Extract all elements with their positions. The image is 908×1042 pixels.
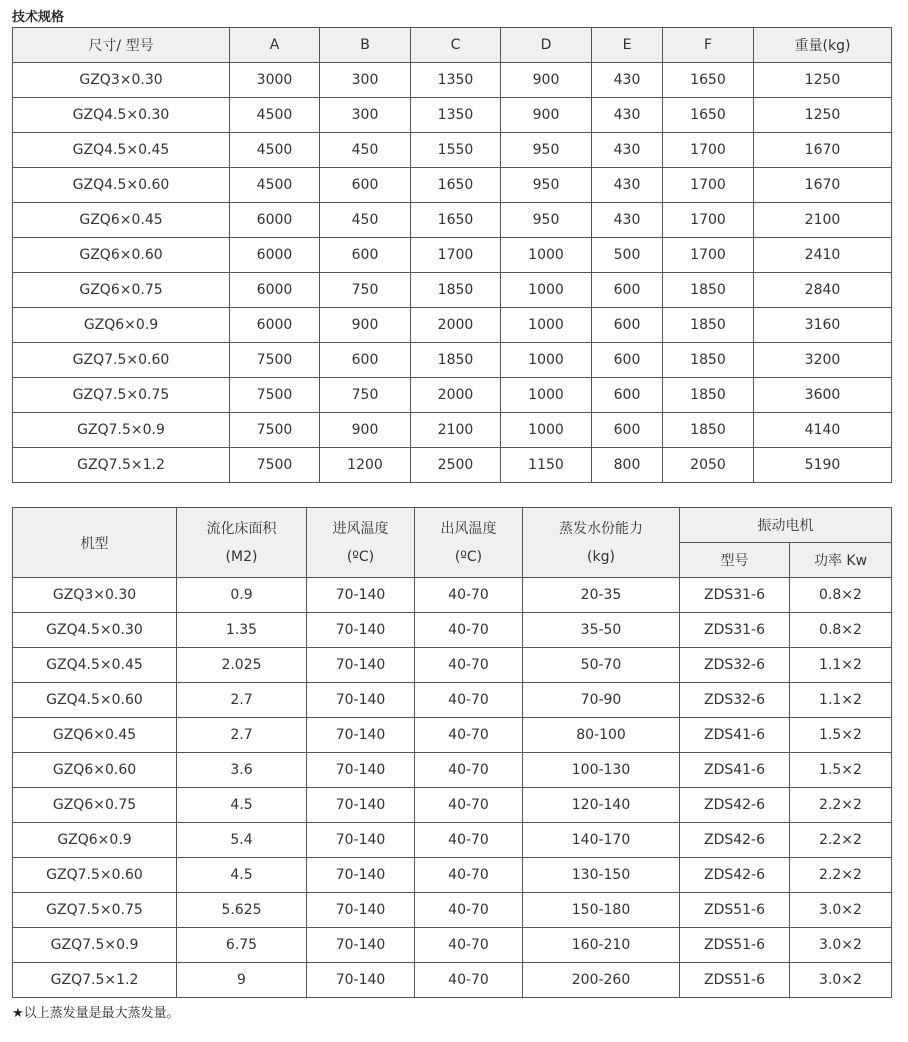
table-cell: GZQ3×0.30: [13, 63, 230, 98]
table-cell: 1200: [320, 448, 411, 483]
table-cell: 430: [592, 168, 663, 203]
table-row: [13, 858, 892, 893]
table-row: [13, 378, 892, 413]
table-cell: 3200: [754, 343, 892, 378]
table-cell: 1250: [754, 63, 892, 98]
table-row: [13, 893, 892, 928]
table-cell: 1000: [501, 273, 592, 308]
table-cell: 2840: [754, 273, 892, 308]
table-cell: 70-140: [307, 753, 415, 788]
table-cell: 750: [320, 378, 411, 413]
table-cell: 7500: [230, 378, 320, 413]
table-cell: 70-140: [307, 893, 415, 928]
table-cell: 1700: [663, 133, 754, 168]
table-cell: 2050: [663, 448, 754, 483]
table-cell: 1000: [501, 343, 592, 378]
table-cell: 600: [592, 378, 663, 413]
table-row: [13, 788, 892, 823]
table-cell: 1650: [411, 168, 501, 203]
table-cell: 1850: [411, 343, 501, 378]
table-cell: 300: [320, 63, 411, 98]
table-row: [13, 238, 892, 273]
table-cell: ZDS31-6: [680, 613, 790, 648]
table-cell: 2000: [411, 308, 501, 343]
table-row: [13, 413, 892, 448]
perf-header-bed-area: [177, 508, 307, 578]
spec-header-row: [13, 28, 892, 63]
table-cell: 600: [592, 413, 663, 448]
table-cell: 70-140: [307, 683, 415, 718]
spec-header-cell: 尺寸/ 型号: [13, 28, 230, 63]
table-cell: 430: [592, 133, 663, 168]
table-cell: ZDS42-6: [680, 858, 790, 893]
spec-header-cell: F: [663, 28, 754, 63]
perf-header-motor: 振动电机: [680, 508, 892, 543]
table-cell: GZQ7.5×1.2: [13, 963, 177, 998]
table-cell: 1700: [663, 238, 754, 273]
table-cell: 1850: [663, 413, 754, 448]
table-cell: ZDS51-6: [680, 893, 790, 928]
table-cell: 6000: [230, 203, 320, 238]
table-cell: 3.0×2: [790, 893, 892, 928]
table-cell: 1700: [411, 238, 501, 273]
table-row: [13, 718, 892, 753]
table-cell: 160-210: [523, 928, 680, 963]
table-cell: 1.5×2: [790, 718, 892, 753]
table-cell: 2.2×2: [790, 823, 892, 858]
table-cell: GZQ6×0.60: [13, 238, 230, 273]
table-cell: 430: [592, 63, 663, 98]
section-title: 技术规格: [12, 10, 65, 25]
table-cell: 1700: [663, 203, 754, 238]
table-cell: 2.7: [177, 718, 307, 753]
spec-table: [12, 27, 892, 483]
table-cell: 40-70: [415, 788, 523, 823]
table-cell: 7500: [230, 448, 320, 483]
table-cell: 40-70: [415, 858, 523, 893]
table-cell: 120-140: [523, 788, 680, 823]
table-cell: 900: [501, 98, 592, 133]
table-cell: ZDS32-6: [680, 683, 790, 718]
table-cell: 6000: [230, 238, 320, 273]
table-cell: 500: [592, 238, 663, 273]
table-cell: 80-100: [523, 718, 680, 753]
table-cell: 2500: [411, 448, 501, 483]
table-cell: GZQ4.5×0.30: [13, 613, 177, 648]
table-row: [13, 928, 892, 963]
perf-header-line: 出风温度: [440, 520, 497, 537]
table-cell: GZQ7.5×0.9: [13, 413, 230, 448]
table-cell: 70-140: [307, 928, 415, 963]
table-cell: 20-35: [523, 578, 680, 613]
table-cell: GZQ3×0.30: [13, 578, 177, 613]
table-row: [13, 613, 892, 648]
table-cell: GZQ4.5×0.45: [13, 648, 177, 683]
perf-header-motor-power: 功率 Kw: [790, 543, 892, 578]
table-cell: 70-140: [307, 823, 415, 858]
table-cell: 2100: [754, 203, 892, 238]
table-cell: 430: [592, 203, 663, 238]
table-cell: 6.75: [177, 928, 307, 963]
table-cell: ZDS42-6: [680, 823, 790, 858]
table-cell: 200-260: [523, 963, 680, 998]
table-cell: 1000: [501, 238, 592, 273]
table-cell: GZQ7.5×0.60: [13, 858, 177, 893]
table-cell: 3.0×2: [790, 928, 892, 963]
table-cell: 3.6: [177, 753, 307, 788]
table-cell: 950: [501, 133, 592, 168]
table-row: [13, 448, 892, 483]
table-row: [13, 63, 892, 98]
perf-header-row: [13, 508, 892, 543]
table-cell: GZQ4.5×0.60: [13, 683, 177, 718]
table-cell: 600: [592, 308, 663, 343]
table-cell: GZQ6×0.75: [13, 788, 177, 823]
table-cell: 40-70: [415, 613, 523, 648]
table-cell: 35-50: [523, 613, 680, 648]
table-cell: GZQ6×0.45: [13, 718, 177, 753]
table-cell: 70-140: [307, 788, 415, 823]
table-cell: 4500: [230, 168, 320, 203]
table-cell: 1850: [663, 343, 754, 378]
perf-header-line: (ºC): [454, 548, 483, 565]
table-cell: 1.1×2: [790, 683, 892, 718]
table-cell: 5.625: [177, 893, 307, 928]
table-cell: 450: [320, 133, 411, 168]
table-cell: 300: [320, 98, 411, 133]
table-cell: ZDS41-6: [680, 753, 790, 788]
table-cell: 50-70: [523, 648, 680, 683]
perf-header-line: 进风温度: [332, 520, 389, 537]
spec-header-cell: D: [501, 28, 592, 63]
table-cell: 0.8×2: [790, 613, 892, 648]
table-cell: 2.7: [177, 683, 307, 718]
table-cell: 1850: [411, 273, 501, 308]
table-cell: 2.2×2: [790, 858, 892, 893]
table-cell: 1.1×2: [790, 648, 892, 683]
table-cell: GZQ4.5×0.45: [13, 133, 230, 168]
table-cell: 40-70: [415, 648, 523, 683]
table-cell: GZQ4.5×0.30: [13, 98, 230, 133]
table-cell: 1000: [501, 413, 592, 448]
perf-header-line: (kg): [587, 548, 615, 565]
table-cell: 40-70: [415, 753, 523, 788]
table-cell: 2.2×2: [790, 788, 892, 823]
table-cell: 900: [320, 413, 411, 448]
table-cell: 70-140: [307, 578, 415, 613]
table-row: [13, 753, 892, 788]
table-row: [13, 823, 892, 858]
table-cell: ZDS32-6: [680, 648, 790, 683]
table-cell: 1850: [663, 378, 754, 413]
table-cell: 600: [592, 273, 663, 308]
perf-header-model: 机型: [13, 508, 177, 578]
table-row: [13, 308, 892, 343]
table-cell: 1650: [663, 98, 754, 133]
table-cell: 900: [320, 308, 411, 343]
table-cell: 6000: [230, 273, 320, 308]
table-cell: 1850: [663, 308, 754, 343]
table-cell: GZQ7.5×1.2: [13, 448, 230, 483]
spec-header-cell: C: [411, 28, 501, 63]
table-cell: GZQ6×0.9: [13, 823, 177, 858]
table-cell: 450: [320, 203, 411, 238]
table-cell: 3000: [230, 63, 320, 98]
table-cell: 1650: [411, 203, 501, 238]
table-cell: 70-140: [307, 648, 415, 683]
spec-header-cell: E: [592, 28, 663, 63]
spec-table-body: [13, 63, 892, 483]
table-cell: 150-180: [523, 893, 680, 928]
table-row: [13, 963, 892, 998]
table-cell: ZDS42-6: [680, 788, 790, 823]
table-cell: 900: [501, 63, 592, 98]
spec-header-cell: 重量(kg): [754, 28, 892, 63]
perf-header-line: 蒸发水份能力: [559, 520, 643, 537]
table-cell: GZQ6×0.60: [13, 753, 177, 788]
table-cell: 70-90: [523, 683, 680, 718]
table-cell: 40-70: [415, 823, 523, 858]
table-cell: 1250: [754, 98, 892, 133]
table-cell: 7500: [230, 413, 320, 448]
table-cell: 4500: [230, 98, 320, 133]
table-cell: 1350: [411, 63, 501, 98]
table-cell: 7500: [230, 343, 320, 378]
performance-table: [12, 507, 892, 998]
table-cell: 750: [320, 273, 411, 308]
perf-header-motor-model: 型号: [680, 543, 790, 578]
table-cell: 100-130: [523, 753, 680, 788]
table-cell: 1700: [663, 168, 754, 203]
table-cell: 3600: [754, 378, 892, 413]
table-row: [13, 343, 892, 378]
table-cell: 0.9: [177, 578, 307, 613]
table-cell: 4500: [230, 133, 320, 168]
table-row: [13, 578, 892, 613]
table-cell: ZDS51-6: [680, 963, 790, 998]
perf-table-body: [13, 578, 892, 998]
table-cell: 1.5×2: [790, 753, 892, 788]
table-cell: 1550: [411, 133, 501, 168]
table-cell: GZQ6×0.9: [13, 308, 230, 343]
table-cell: 1650: [663, 63, 754, 98]
table-cell: ZDS51-6: [680, 928, 790, 963]
table-cell: 800: [592, 448, 663, 483]
perf-header-inlet-temp: [307, 508, 415, 578]
table-cell: 4.5: [177, 858, 307, 893]
table-cell: 5190: [754, 448, 892, 483]
table-cell: 950: [501, 203, 592, 238]
footnote: ★以上蒸发量是最大蒸发量。: [12, 1006, 180, 1021]
table-cell: 70-140: [307, 963, 415, 998]
table-cell: 140-170: [523, 823, 680, 858]
table-row: [13, 203, 892, 238]
table-row: [13, 648, 892, 683]
table-cell: 2.025: [177, 648, 307, 683]
table-cell: 5.4: [177, 823, 307, 858]
table-cell: 4140: [754, 413, 892, 448]
table-cell: 40-70: [415, 718, 523, 753]
table-row: [13, 273, 892, 308]
table-cell: GZQ7.5×0.75: [13, 378, 230, 413]
table-cell: GZQ7.5×0.60: [13, 343, 230, 378]
table-cell: 9: [177, 963, 307, 998]
perf-header-outlet-temp: [415, 508, 523, 578]
table-cell: 1000: [501, 378, 592, 413]
spec-header-cell: A: [230, 28, 320, 63]
table-cell: 130-150: [523, 858, 680, 893]
table-cell: 40-70: [415, 578, 523, 613]
table-cell: 2410: [754, 238, 892, 273]
table-cell: 1850: [663, 273, 754, 308]
table-cell: 600: [320, 238, 411, 273]
table-cell: 2000: [411, 378, 501, 413]
spec-header-cell: B: [320, 28, 411, 63]
table-cell: 40-70: [415, 963, 523, 998]
table-cell: 600: [320, 168, 411, 203]
table-row: [13, 133, 892, 168]
table-cell: 1670: [754, 133, 892, 168]
table-cell: 40-70: [415, 683, 523, 718]
table-cell: GZQ6×0.45: [13, 203, 230, 238]
table-row: [13, 98, 892, 133]
table-cell: 1350: [411, 98, 501, 133]
table-row: [13, 683, 892, 718]
table-cell: ZDS31-6: [680, 578, 790, 613]
table-cell: 2100: [411, 413, 501, 448]
table-cell: 40-70: [415, 928, 523, 963]
perf-header-evaporation: [523, 508, 680, 578]
table-cell: 950: [501, 168, 592, 203]
table-cell: ZDS41-6: [680, 718, 790, 753]
table-cell: 0.8×2: [790, 578, 892, 613]
table-cell: 1000: [501, 308, 592, 343]
table-cell: 1.35: [177, 613, 307, 648]
table-cell: GZQ4.5×0.60: [13, 168, 230, 203]
table-cell: GZQ7.5×0.75: [13, 893, 177, 928]
table-cell: 70-140: [307, 613, 415, 648]
table-cell: 40-70: [415, 893, 523, 928]
table-cell: 6000: [230, 308, 320, 343]
table-cell: 430: [592, 98, 663, 133]
table-cell: 1670: [754, 168, 892, 203]
table-cell: 70-140: [307, 718, 415, 753]
table-cell: 1150: [501, 448, 592, 483]
perf-header-line: (ºC): [346, 548, 375, 565]
table-row: [13, 168, 892, 203]
table-cell: 70-140: [307, 858, 415, 893]
table-cell: 4.5: [177, 788, 307, 823]
table-cell: 600: [320, 343, 411, 378]
perf-header-line: 流化床面积: [206, 520, 277, 537]
table-cell: 3.0×2: [790, 963, 892, 998]
table-cell: 600: [592, 343, 663, 378]
table-cell: GZQ6×0.75: [13, 273, 230, 308]
perf-header-line: (M2): [225, 548, 258, 565]
table-cell: GZQ7.5×0.9: [13, 928, 177, 963]
table-cell: 3160: [754, 308, 892, 343]
